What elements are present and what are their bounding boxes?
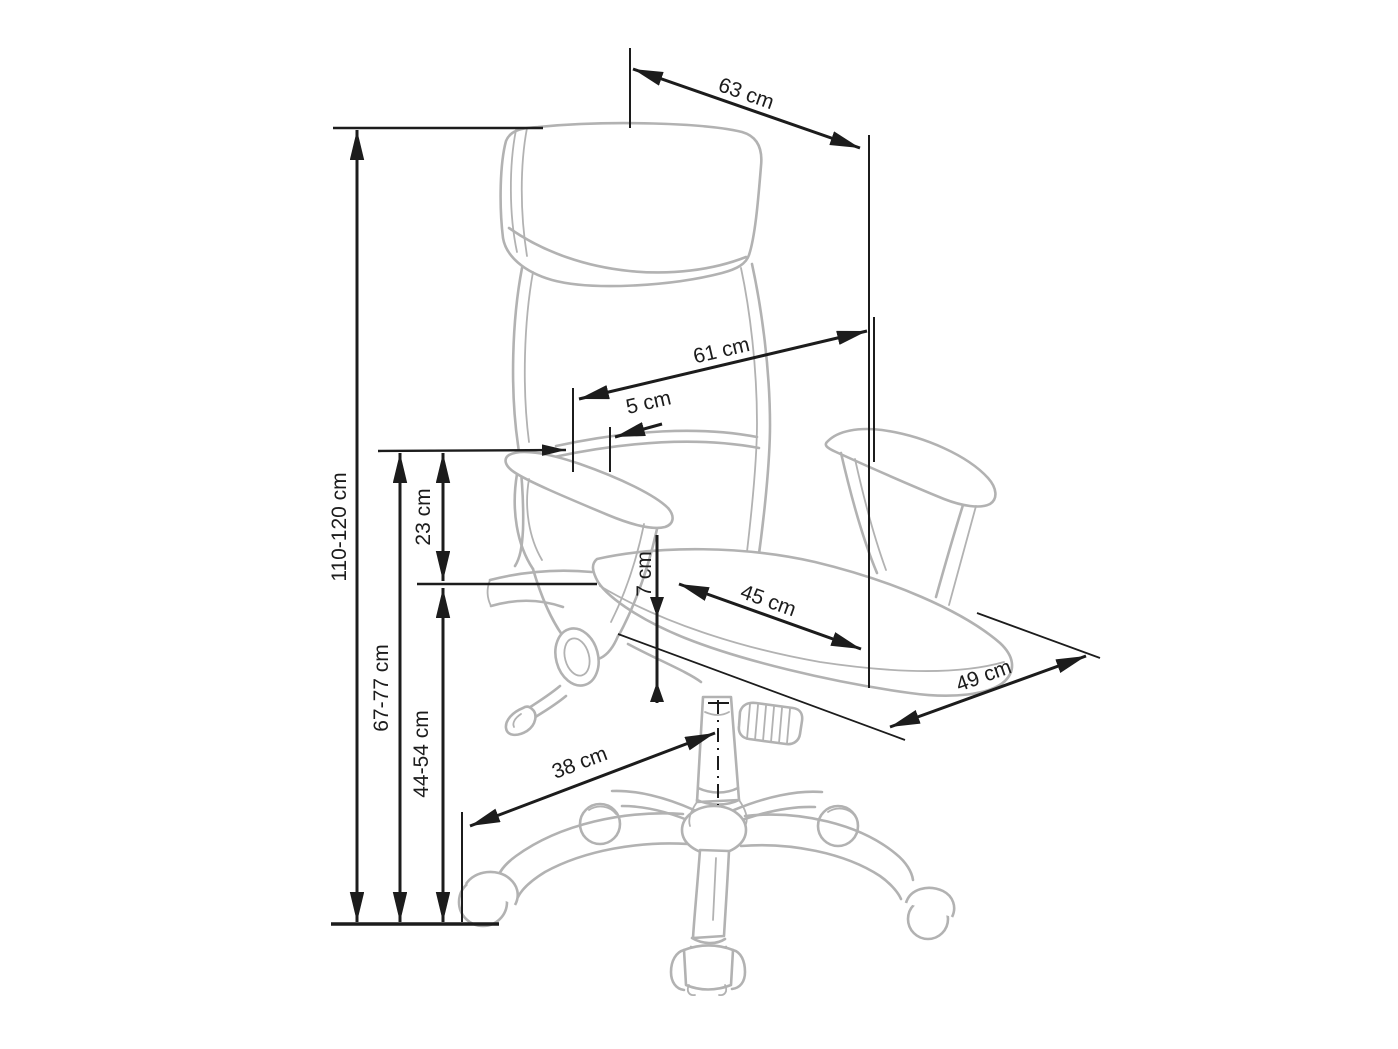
- seat-front-left-bottom: [491, 601, 563, 607]
- chair-sketch: [459, 123, 1012, 995]
- left-armrest-pad: [506, 452, 673, 528]
- front-caster-body: [684, 946, 733, 990]
- lumbar-band-bottom: [554, 442, 759, 457]
- dim-label-seat-thickness: 7 cm: [633, 551, 656, 597]
- ext-line-armrest-top: [378, 450, 566, 451]
- dim-label-armrest-to-seat: 23 cm: [412, 488, 435, 546]
- right-armrest-rear-strut-inner: [949, 506, 976, 605]
- armrest-mount-disc: [549, 624, 605, 691]
- backrest-right-rail-inner: [741, 268, 757, 560]
- dim-label-backrest-width: 61 cm: [691, 332, 752, 369]
- base-leg-front: [693, 850, 729, 938]
- underseat-mech: [628, 644, 701, 682]
- headrest-outline: [501, 123, 762, 286]
- dim-label-seat-width: 45 cm: [737, 580, 799, 622]
- left-armrest-front-loop-inner: [527, 479, 542, 560]
- dim-label-base-radius: 38 cm: [548, 742, 611, 784]
- dim-label-armrest-inset: 5 cm: [623, 386, 674, 419]
- front-caster-left-wheel: [671, 950, 684, 990]
- dim-label-headrest-depth: 63 cm: [715, 73, 777, 115]
- backrest-left-rail-inner: [525, 272, 533, 442]
- right-armrest-rear-strut: [936, 505, 963, 597]
- lever-paddle: [506, 707, 536, 735]
- right-armrest-front-post: [841, 453, 877, 573]
- dim-label-seat-depth: 49 cm: [952, 655, 1015, 697]
- lever-arm-bottom: [534, 696, 566, 718]
- backrest-right-rail: [752, 264, 770, 568]
- backrest-left-rail: [513, 268, 523, 566]
- dim-label-total-height: 110-120 cm: [328, 472, 351, 582]
- seat-front-left-top: [490, 571, 592, 580]
- dim-label-seat-height: 44-54 cm: [410, 710, 433, 798]
- dim-label-armrest-height: 67-77 cm: [370, 644, 393, 732]
